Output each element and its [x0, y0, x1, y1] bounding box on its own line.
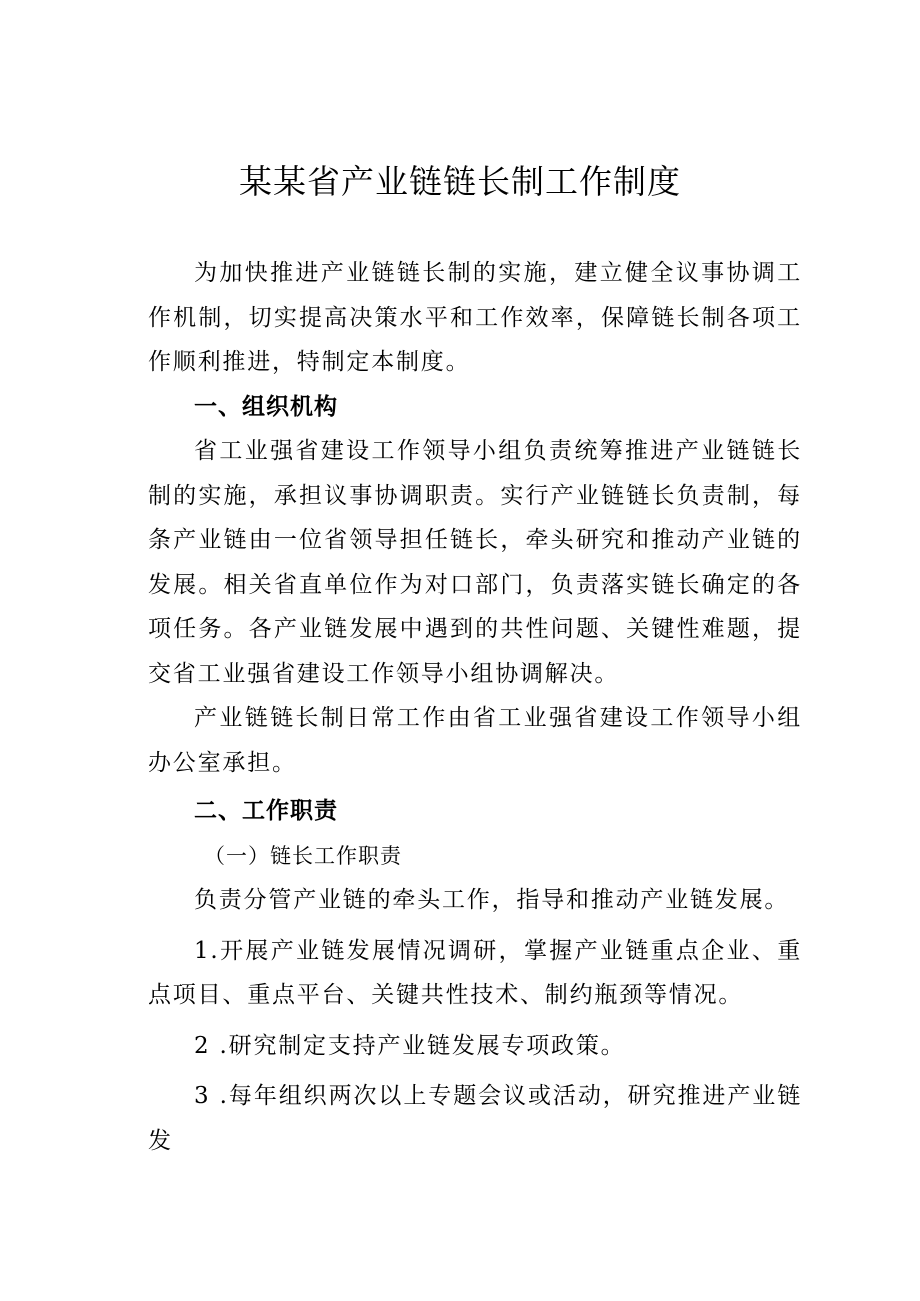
intro-paragraph: 为加快推进产业链链长制的实施，建立健全议事协调工作机制，切实提高决策水平和工作效率，保障链长制各项工作顺利推进，特制定本制度。 — [148, 260, 802, 375]
organization-paragraph-2: 产业链链长制日常工作由省工业强省建设工作领导小组办公室承担。 — [148, 705, 802, 776]
list-item-3: 3 .每年组织两次以上专题会议或活动，研究推进产业链发 — [148, 1083, 802, 1154]
list-item-1: 1.开展产业链发展情况调研，掌握产业链重点企业、重点项目、重点平台、关键共性技术、制约瓶颈等情况。 — [148, 937, 802, 1008]
organization-paragraph-1: 省工业强省建设工作领导小组负责统筹推进产业链链长制的实施，承担议事协调职责。实行产业链链长负责制，每条产业链由一位省领导担任链长，牵头研究和推动产业链的发展。相关省直单位作为对口部门，负责落实链长确定的各项任务。各产业链发展中遇到的共性问题、关键性难题，提交省工业强省建设工作领导小组协调解决。 — [148, 438, 802, 687]
subsection-heading-chain-leader: （一）链长工作职责 — [204, 843, 402, 868]
responsibilities-paragraph: 负责分管产业链的牵头工作，指导和推动产业链发展。 — [194, 887, 790, 913]
section-heading-responsibilities: 二、工作职责 — [194, 798, 338, 824]
document-body — [148, 251, 802, 1163]
document-title: 某某省产业链链长制工作制度 — [239, 162, 681, 201]
list-item-2: 2 .研究制定支持产业链发展专项政策。 — [194, 1032, 626, 1059]
section-heading-organization: 一、组织机构 — [194, 393, 338, 420]
